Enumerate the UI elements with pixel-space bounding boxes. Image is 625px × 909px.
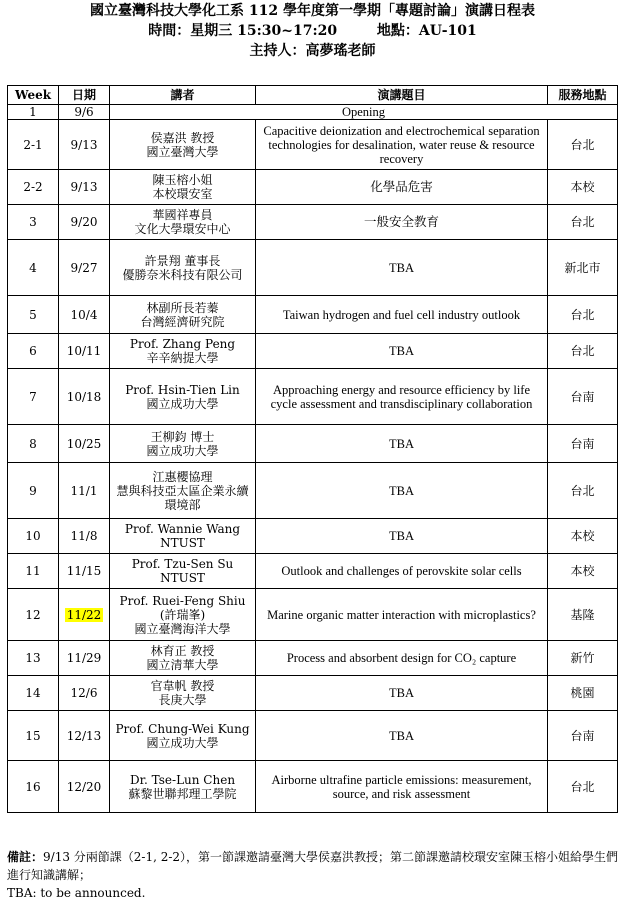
host-text: 主持人：高夢瑤老師 (249, 43, 376, 59)
speaker-name: Prof. Chung-Wei Kung (115, 721, 250, 736)
table-row (8, 334, 618, 369)
tba-note: TBA: to be announced. (7, 886, 146, 900)
place-cell: 桃園 (548, 676, 618, 711)
date-cell: 11/1 (59, 463, 110, 519)
speaker-cell (110, 641, 256, 676)
place-cell: 台北 (548, 205, 618, 240)
table-row (8, 369, 618, 425)
speaker-affiliation: 國立臺灣大學 (146, 144, 219, 159)
speaker-affiliation: 國立成功大學 (146, 443, 219, 458)
speaker-cell (110, 205, 256, 240)
topic-cell: TBA (256, 425, 548, 463)
topic-cell: Airborne ultrafine particle emissions: measurement, source, and risk assessment (256, 761, 548, 813)
table-row (8, 425, 618, 463)
date-cell: 9/13 (59, 120, 110, 170)
speaker-affiliation: NTUST (160, 536, 205, 550)
speaker-cell (110, 296, 256, 334)
topic-cell: TBA (256, 711, 548, 761)
header-date: 日期 (59, 86, 110, 105)
table-row (8, 170, 618, 205)
place-cell: 台北 (548, 296, 618, 334)
table-row (8, 554, 618, 589)
date-cell: 10/4 (59, 296, 110, 334)
speaker-cell (110, 463, 256, 519)
speaker-name: 許景翔 董事長 (144, 253, 221, 268)
place-cell: 台南 (548, 425, 618, 463)
document-title: 國立臺灣科技大學化工系 112 學年度第一學期「專題討論」演講日程表 (90, 3, 535, 19)
speaker-name: Prof. Zhang Peng (129, 337, 236, 351)
speaker-cell (110, 589, 256, 641)
speaker-cell (110, 240, 256, 296)
header-speaker: 講者 (110, 86, 256, 105)
place-cell: 台北 (548, 463, 618, 519)
table-row (8, 519, 618, 554)
speaker-name: 官韋帆 教授 (150, 679, 215, 693)
place-cell: 本校 (548, 519, 618, 554)
schedule-table (7, 85, 618, 813)
note-body: 9/13 分兩節課（2-1, 2-2），第一節課邀請臺灣大學侯嘉洪教授；第二節課邀請校環安室陳玉榕小姐給學生們進行知識講解； (7, 850, 619, 882)
topic-cell: TBA (256, 519, 548, 554)
date-cell: 10/11 (59, 334, 110, 369)
place-cell: 基隆 (548, 589, 618, 641)
speaker-name: Prof. Ruei-Feng Shiu (許瑞峯) (119, 593, 246, 622)
speaker-name: 林副所長若蓁 (146, 300, 219, 315)
week-cell: 5 (8, 296, 59, 334)
table-row (8, 463, 618, 519)
table-row (8, 589, 618, 641)
time-location-line (0, 21, 625, 41)
speaker-affiliation: 蘇黎世聯邦理工學院 (128, 786, 237, 801)
table-row (8, 120, 618, 170)
date-cell: 12/13 (59, 711, 110, 761)
week-cell: 12 (8, 589, 59, 641)
header-week: Week (8, 86, 59, 105)
week-cell: 15 (8, 711, 59, 761)
speaker-affiliation: 國立成功大學 (146, 735, 219, 750)
header-topic: 演講題目 (256, 86, 548, 105)
place-cell: 本校 (548, 170, 618, 205)
topic-cell: Marine organic matter interaction with microplastics? (256, 589, 548, 641)
date-cell: 11/15 (59, 554, 110, 589)
table-row (8, 641, 618, 676)
speaker-affiliation: 台灣經濟研究院 (140, 314, 225, 329)
speaker-affiliation: 長庚大學 (158, 693, 207, 707)
speaker-name: Prof. Wannie Wang (124, 522, 241, 536)
speaker-affiliation: NTUST (160, 571, 205, 585)
week-cell: 10 (8, 519, 59, 554)
topic-cell: Capacitive deionization and electrochemical separation technologies for desalination, water reuse & resource recovery (256, 120, 548, 170)
topic-cell: TBA (256, 240, 548, 296)
week-cell: 11 (8, 554, 59, 589)
topic-cell: Approaching energy and resource efficiency by life cycle assessment and transdisciplinary collaboration (256, 369, 548, 425)
speaker-cell (110, 425, 256, 463)
topic-cell: Outlook and challenges of perovskite solar cells (256, 554, 548, 589)
week-cell: 7 (8, 369, 59, 425)
place-cell: 台北 (548, 334, 618, 369)
header-place: 服務地點 (548, 86, 618, 105)
table-header-row (8, 86, 618, 105)
speaker-name: Dr. Tse-Lun Chen (129, 772, 236, 787)
speaker-cell (110, 711, 256, 761)
note-text (7, 848, 619, 884)
week-cell: 8 (8, 425, 59, 463)
table-row (8, 296, 618, 334)
place-cell: 本校 (548, 554, 618, 589)
table-row (8, 761, 618, 813)
table-row (8, 240, 618, 296)
speaker-name: 侯嘉洪 教授 (150, 130, 215, 145)
speaker-affiliation: 國立清華大學 (146, 658, 219, 672)
date-cell: 10/18 (59, 369, 110, 425)
week-cell: 6 (8, 334, 59, 369)
place-cell: 台北 (548, 761, 618, 813)
table-row (8, 105, 618, 120)
week-cell: 9 (8, 463, 59, 519)
date-cell: 9/6 (59, 105, 110, 120)
speaker-cell (110, 761, 256, 813)
place-cell: 新北市 (548, 240, 618, 296)
topic-cell: 一般安全教育 (256, 205, 548, 240)
speaker-affiliation: 優勝奈米科技有限公司 (122, 267, 243, 282)
table-row (8, 711, 618, 761)
date-cell (59, 589, 110, 641)
topic-cell: TBA (256, 334, 548, 369)
week-cell: 2-1 (8, 120, 59, 170)
week-cell: 3 (8, 205, 59, 240)
date-cell: 10/25 (59, 425, 110, 463)
speaker-name: 林育正 教授 (150, 644, 215, 658)
week-cell: 13 (8, 641, 59, 676)
note-label: 備註： (7, 850, 44, 864)
topic-cell: Process and absorbent design for CO₂ capture (256, 641, 548, 676)
highlighted-date: 11/22 (66, 607, 102, 622)
week-cell: 14 (8, 676, 59, 711)
speaker-cell (110, 120, 256, 170)
table-row (8, 205, 618, 240)
date-cell: 11/8 (59, 519, 110, 554)
speaker-cell (110, 170, 256, 205)
place-cell: 台北 (548, 120, 618, 170)
speaker-affiliation: 國立臺灣海洋大學 (134, 621, 231, 636)
speaker-name: Prof. Hsin-Tien Lin (125, 382, 240, 397)
place-cell: 台南 (548, 369, 618, 425)
speaker-affiliation: 辛辛納提大學 (146, 351, 219, 365)
speaker-cell (110, 369, 256, 425)
topic-cell: Opening (110, 105, 618, 120)
speaker-affiliation: 國立成功大學 (146, 396, 219, 411)
topic-cell: TBA (256, 463, 548, 519)
table-row (8, 676, 618, 711)
speaker-name: Prof. Tzu-Sen Su (131, 557, 234, 571)
speaker-cell (110, 554, 256, 589)
topic-cell: Taiwan hydrogen and fuel cell industry outlook (256, 296, 548, 334)
place-cell: 台南 (548, 711, 618, 761)
notes-section (7, 848, 619, 902)
date-cell: 9/13 (59, 170, 110, 205)
speaker-name: 華國祥專員 (152, 208, 213, 222)
topic-cell: TBA (256, 676, 548, 711)
date-cell: 11/29 (59, 641, 110, 676)
date-cell: 9/20 (59, 205, 110, 240)
date-cell: 12/20 (59, 761, 110, 813)
week-cell: 4 (8, 240, 59, 296)
date-cell: 9/27 (59, 240, 110, 296)
topic-cell: 化學品危害 (256, 170, 548, 205)
speaker-cell (110, 334, 256, 369)
week-cell: 16 (8, 761, 59, 813)
document-header (0, 0, 625, 61)
speaker-affiliation: 本校環安室 (152, 187, 213, 201)
speaker-name: 陳玉榕小姐 (152, 173, 213, 187)
location-text: 地點：AU-101 (376, 23, 477, 39)
speaker-cell (110, 519, 256, 554)
speaker-name: 江惠櫻協理 (152, 469, 213, 484)
date-cell: 12/6 (59, 676, 110, 711)
speaker-name: 王柳鈞 博士 (150, 429, 215, 444)
week-cell: 1 (8, 105, 59, 120)
speaker-cell (110, 676, 256, 711)
speaker-affiliation: 文化大學環安中心 (134, 222, 231, 236)
place-cell: 新竹 (548, 641, 618, 676)
time-text: 時間：星期三 15:30~17:20 (148, 23, 338, 39)
speaker-affiliation: 慧與科技亞太區企業永續環境部 (116, 483, 249, 512)
week-cell: 2-2 (8, 170, 59, 205)
